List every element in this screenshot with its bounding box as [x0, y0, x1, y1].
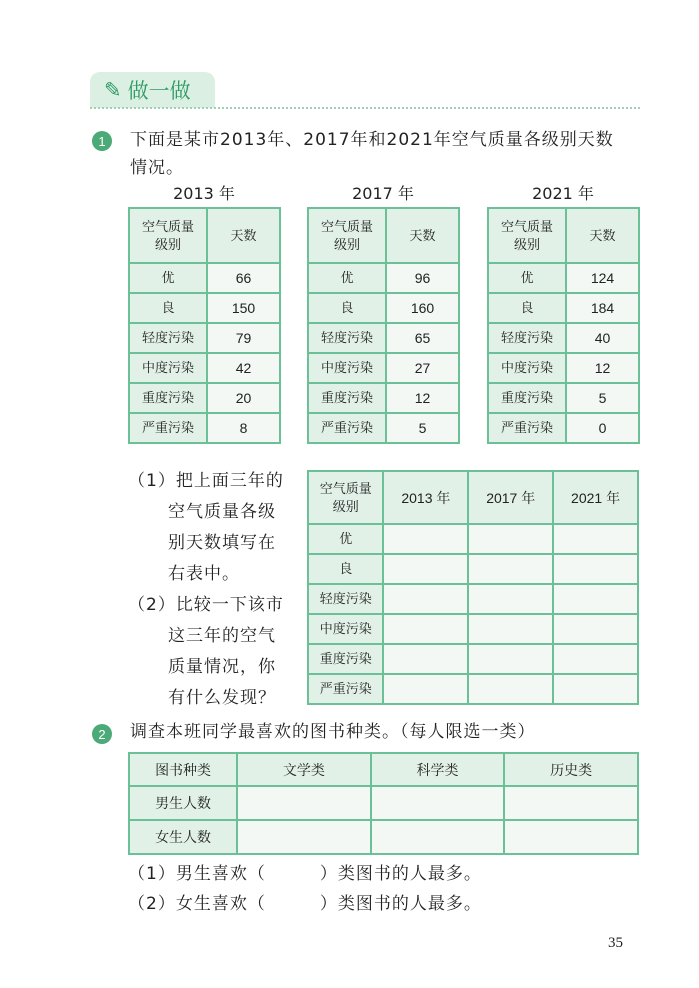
level-cell: 中度污染 [129, 353, 207, 383]
blank-cell[interactable] [383, 584, 468, 614]
sub-questions [128, 466, 284, 714]
table-row [129, 293, 280, 323]
blank-cell[interactable] [371, 820, 505, 854]
header-cell: 天数 [207, 208, 280, 263]
blank-cell[interactable] [553, 554, 638, 584]
blank-cell[interactable] [553, 614, 638, 644]
header-cell: 历史类 [504, 753, 638, 786]
level-cell: 轻度污染 [129, 323, 207, 353]
days-cell: 42 [207, 353, 280, 383]
level-cell: 重度污染 [308, 644, 383, 674]
level-cell: 优 [488, 263, 566, 293]
days-cell: 5 [386, 413, 459, 443]
row-label: 男生人数 [129, 786, 237, 820]
header-cell: 空气质量 级别 [129, 208, 207, 263]
days-cell: 8 [207, 413, 280, 443]
blank-cell[interactable] [383, 554, 468, 584]
row-label: 女生人数 [129, 820, 237, 854]
header-cell: 科学类 [371, 753, 505, 786]
sub-question-line: （1）把上面三年的 [128, 471, 284, 491]
question-text: 调查本班同学最喜欢的图书种类。（每人限选一类） [130, 722, 536, 742]
blank-cell[interactable] [468, 644, 553, 674]
header-cell: 2017 年 [468, 471, 553, 524]
table-row [129, 383, 280, 413]
table-row [129, 413, 280, 443]
table-row [488, 413, 639, 443]
sub-question-line: 别天数填写在 [168, 533, 276, 553]
table-row [129, 353, 280, 383]
question-text: 下面是某市2013年、2017年和2021年空气质量各级别天数 [130, 130, 614, 150]
blank-cell[interactable] [504, 820, 638, 854]
table-row [308, 383, 459, 413]
header-cell: 天数 [386, 208, 459, 263]
days-cell: 20 [207, 383, 280, 413]
blank-cell[interactable] [383, 644, 468, 674]
blank-cell[interactable] [468, 584, 553, 614]
table-year: 2013 年 [173, 184, 235, 203]
blank-cell[interactable] [553, 584, 638, 614]
level-cell: 轻度污染 [308, 584, 383, 614]
header-cell: 空气质量 级别 [308, 208, 386, 263]
days-cell: 160 [386, 293, 459, 323]
days-cell: 150 [207, 293, 280, 323]
table-year: 2017 年 [352, 184, 414, 203]
table-row [488, 293, 639, 323]
level-cell: 良 [129, 293, 207, 323]
table-row [488, 353, 639, 383]
blank-cell[interactable] [383, 674, 468, 704]
sub-question-line: 空气质量各级 [168, 502, 276, 522]
air-quality-table [307, 207, 460, 444]
table-row [129, 820, 638, 854]
sub-question-line: 有什么发现？ [168, 688, 276, 708]
sub-question-line: 质量情况，你 [168, 657, 276, 677]
level-cell: 重度污染 [308, 383, 386, 413]
table-row [308, 263, 459, 293]
sub-question-line: （2）比较一下该市 [128, 595, 284, 615]
level-cell: 中度污染 [308, 353, 386, 383]
level-cell: 轻度污染 [308, 323, 386, 353]
blank-cell[interactable] [468, 614, 553, 644]
page-number: 35 [608, 935, 623, 951]
days-cell: 5 [566, 383, 639, 413]
level-cell: 中度污染 [488, 353, 566, 383]
section-header [90, 72, 215, 108]
table-row [488, 263, 639, 293]
table-row [488, 323, 639, 353]
days-cell: 124 [566, 263, 639, 293]
level-cell: 轻度污染 [488, 323, 566, 353]
question-text: 情况。 [130, 158, 184, 178]
level-cell: 良 [488, 293, 566, 323]
table-row [308, 614, 638, 644]
question-number: 2 [92, 724, 112, 744]
table-row [308, 584, 638, 614]
blank-cell[interactable] [237, 820, 371, 854]
air-quality-table [128, 207, 281, 444]
days-cell: 79 [207, 323, 280, 353]
days-cell: 96 [386, 263, 459, 293]
days-cell: 12 [386, 383, 459, 413]
level-cell: 优 [308, 524, 383, 554]
blank-cell[interactable] [504, 786, 638, 820]
header-cell: 空气质量 级别 [308, 471, 383, 524]
air-quality-table [487, 207, 640, 444]
table-row [129, 263, 280, 293]
level-cell: 重度污染 [488, 383, 566, 413]
table-year: 2021 年 [532, 184, 594, 203]
table-row [308, 524, 638, 554]
table-row [308, 293, 459, 323]
blank-cell[interactable] [553, 644, 638, 674]
header-cell: 空气质量 级别 [488, 208, 566, 263]
sub-question: （2）女生喜欢（ ）类图书的人最多。 [128, 894, 482, 914]
sub-question-line: 右表中。 [168, 564, 240, 584]
blank-cell[interactable] [468, 554, 553, 584]
header-cell: 2013 年 [383, 471, 468, 524]
header-cell: 天数 [566, 208, 639, 263]
blank-cell[interactable] [237, 786, 371, 820]
days-cell: 0 [566, 413, 639, 443]
table-row [308, 644, 638, 674]
level-cell: 中度污染 [308, 614, 383, 644]
days-cell: 65 [386, 323, 459, 353]
book-survey-table [128, 752, 639, 855]
level-cell: 优 [308, 263, 386, 293]
days-cell: 27 [386, 353, 459, 383]
header-cell: 图书种类 [129, 753, 237, 786]
blank-cell[interactable] [468, 674, 553, 704]
table-row [308, 554, 638, 584]
fill-in-table [307, 470, 639, 705]
table-row [129, 786, 638, 820]
days-cell: 12 [566, 353, 639, 383]
question-number: 1 [92, 131, 112, 151]
level-cell: 良 [308, 554, 383, 584]
table-row [308, 323, 459, 353]
level-cell: 严重污染 [129, 413, 207, 443]
table-row [129, 323, 280, 353]
days-cell: 66 [207, 263, 280, 293]
level-cell: 严重污染 [308, 674, 383, 704]
level-cell: 重度污染 [129, 383, 207, 413]
sub-question-line: 这三年的空气 [168, 626, 276, 646]
blank-cell[interactable] [383, 524, 468, 554]
header-cell: 2021 年 [553, 471, 638, 524]
section-title: 做一做 [127, 79, 191, 103]
table-row [308, 413, 459, 443]
days-cell: 40 [566, 323, 639, 353]
blank-cell[interactable] [371, 786, 505, 820]
blank-cell[interactable] [383, 614, 468, 644]
sub-question: （1）男生喜欢（ ）类图书的人最多。 [128, 864, 482, 884]
header-cell: 文学类 [237, 753, 371, 786]
blank-cell[interactable] [553, 524, 638, 554]
days-cell: 184 [566, 293, 639, 323]
blank-cell[interactable] [468, 524, 553, 554]
pencil-icon: ✎ [104, 78, 122, 102]
table-row [308, 674, 638, 704]
level-cell: 良 [308, 293, 386, 323]
level-cell: 优 [129, 263, 207, 293]
table-row [488, 383, 639, 413]
blank-cell[interactable] [553, 674, 638, 704]
divider [90, 107, 640, 109]
level-cell: 严重污染 [488, 413, 566, 443]
level-cell: 严重污染 [308, 413, 386, 443]
table-row [308, 353, 459, 383]
